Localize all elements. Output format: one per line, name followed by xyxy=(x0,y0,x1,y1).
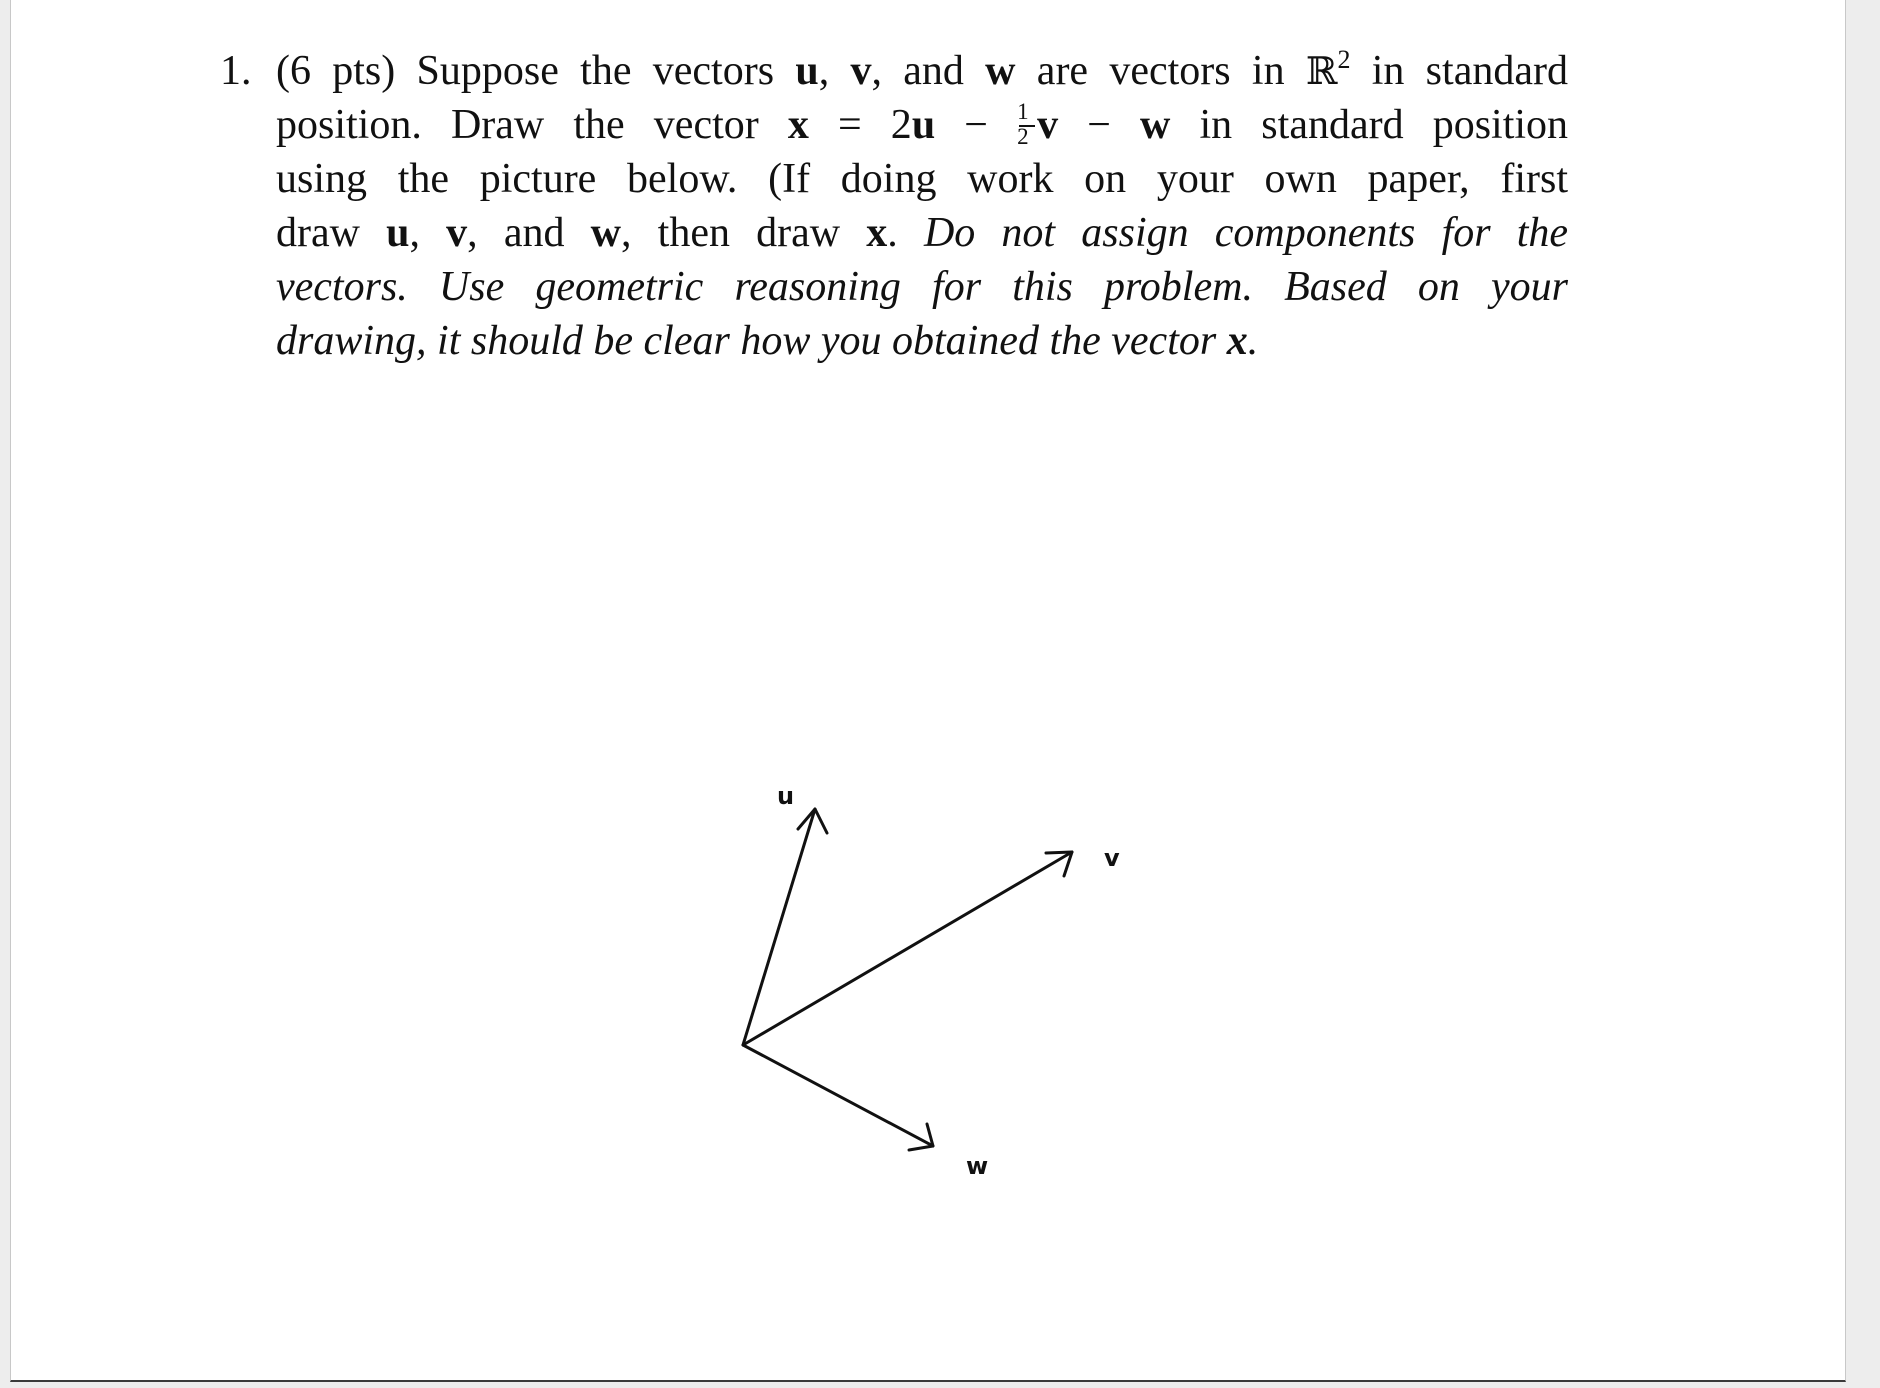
vector-x-symbol: x xyxy=(787,102,809,148)
text-run: using the picture below. (If doing work on your own paper, first xyxy=(276,156,1568,202)
exponent: 2 xyxy=(1337,45,1351,74)
vector-w-shaft xyxy=(743,1045,933,1146)
text-run: , and xyxy=(467,210,565,256)
vector-w-arrow xyxy=(743,1045,933,1150)
vector-w-symbol: w xyxy=(985,48,1016,94)
fraction-numerator: 1 xyxy=(1017,99,1029,124)
text-run: in standard position xyxy=(1199,102,1569,148)
vector-u-symbol: u xyxy=(795,48,819,94)
real-numbers-symbol: ℝ xyxy=(1305,49,1338,93)
text-run: , and xyxy=(871,48,964,94)
text-run: are vectors in xyxy=(1036,48,1285,94)
document-page xyxy=(10,0,1846,1382)
text-run: Suppose the vectors xyxy=(416,48,775,94)
vector-x-symbol: x xyxy=(866,210,888,256)
equation-run: = 2 xyxy=(838,102,912,148)
problem-number: 1. xyxy=(220,48,252,94)
text-run: draw xyxy=(276,210,360,256)
text-run: . xyxy=(887,210,898,256)
vector-diagram xyxy=(11,0,1847,1382)
italic-instruction: Do not assign components for the xyxy=(923,210,1569,256)
text-run: . xyxy=(1247,318,1259,364)
vector-w-arrowhead xyxy=(909,1124,933,1150)
vector-u-symbol: u xyxy=(386,210,410,256)
minus-sign: − xyxy=(1058,102,1141,148)
vector-v-symbol: v xyxy=(446,210,468,256)
vector-w-symbol: w xyxy=(1140,102,1171,148)
vector-w-symbol: w xyxy=(590,210,621,256)
text-run: , xyxy=(818,48,851,94)
italic-instruction: vectors. Use geometric reasoning for this problem. Based on your xyxy=(276,264,1568,310)
text-run: , then draw xyxy=(621,210,841,256)
vector-u-symbol: u xyxy=(911,102,936,148)
problem-points: (6 pts) xyxy=(276,48,396,94)
italic-instruction: drawing, it should be clear how you obtained the vector xyxy=(276,318,1217,364)
minus-sign: − xyxy=(935,102,1018,148)
text-run: in standard xyxy=(1371,48,1568,94)
vector-u-arrow xyxy=(743,809,827,1045)
fraction-denominator: 2 xyxy=(1017,124,1029,149)
vector-x-symbol: x xyxy=(1226,318,1248,364)
vector-v-label: v xyxy=(1104,844,1120,872)
vector-v-symbol: v xyxy=(850,48,872,94)
text-run: , xyxy=(409,210,447,256)
vector-u-label: u xyxy=(777,782,795,810)
vector-w-label: w xyxy=(966,1152,989,1180)
text-run: position. Draw the vector xyxy=(276,102,759,148)
vector-v-symbol: v xyxy=(1037,102,1059,148)
